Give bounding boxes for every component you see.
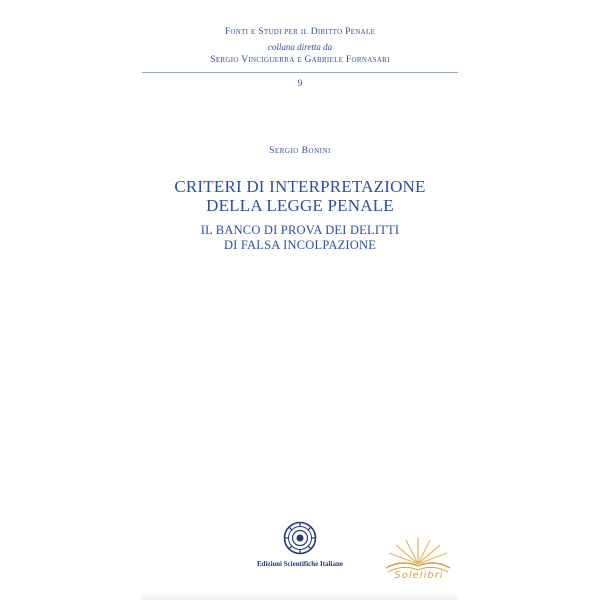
series-editors: Sergio Vinciguerra e Gabriele Fornasari — [210, 55, 390, 65]
author-name: Sergio Bonini — [269, 146, 331, 156]
book-subtitle-line-1: IL BANCO DI PROVA DEI DELITTI — [200, 223, 400, 237]
book-title-line-2: DELLA LEGGE PENALE — [206, 196, 394, 215]
publisher-name: Edizioni Scientifiche Italiane — [257, 560, 343, 568]
solelibri-imprint: Solelibri — [394, 570, 444, 581]
publisher-seal-icon — [283, 521, 317, 555]
book-subtitle — [142, 223, 458, 253]
series-directed-by: collana diretta da — [267, 42, 333, 52]
book-title — [142, 177, 458, 215]
book-cover — [142, 0, 458, 600]
series-title: Fonti e Studi per il Diritto Penale — [224, 27, 376, 37]
series-number: 9 — [297, 78, 303, 88]
book-title-line-1: CRITERI DI INTERPRETAZIONE — [174, 177, 426, 196]
series-divider — [142, 72, 458, 73]
book-subtitle-line-2: DI FALSA INCOLPAZIONE — [223, 238, 377, 252]
